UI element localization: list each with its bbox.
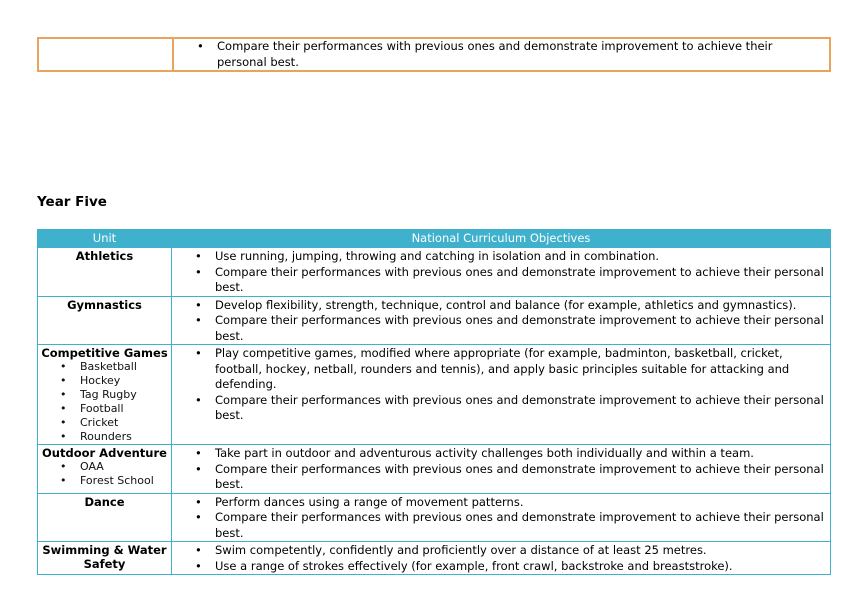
objectives-cell (172, 296, 831, 345)
section-heading: Year Five (37, 194, 107, 210)
objective-list (172, 446, 830, 493)
unit-cell (38, 345, 172, 445)
unit-cell (38, 248, 172, 297)
objective-item: • Use running, jumping, throwing and catching in isolation and in combination. (195, 249, 824, 265)
table-row (38, 493, 831, 542)
table-row (38, 345, 831, 445)
unit-subitem: • Forest School (60, 474, 171, 488)
objectives-cell (172, 542, 831, 575)
year-four-table-continuation (37, 37, 831, 72)
objective-list (172, 543, 830, 574)
objective-list (172, 495, 830, 542)
unit-title: Dance (84, 494, 125, 509)
unit-cell (38, 296, 172, 345)
objective-list (172, 346, 830, 424)
table-row (38, 248, 831, 297)
objective-list (172, 249, 830, 296)
table-row (38, 445, 831, 494)
unit-title: Swimming & Water Safety (42, 543, 167, 571)
objective-item: • Compare their performances with previous ones and demonstrate improvement to achieve their personal best. (195, 510, 824, 541)
table-row (38, 38, 830, 71)
unit-cell (38, 445, 172, 494)
objective-list (174, 39, 829, 70)
unit-subitem: • Hockey (60, 374, 171, 388)
unit-subitem-list (38, 360, 171, 444)
unit-subitem: • OAA (60, 460, 171, 474)
table-row (38, 542, 831, 575)
objectives-column-header: National Curriculum Objectives (172, 230, 831, 248)
unit-cell (38, 38, 173, 71)
objective-item: • Compare their performances with previous ones and demonstrate improvement to achieve their personal best. (195, 393, 824, 424)
unit-subitem: • Rounders (60, 430, 171, 444)
table-header-row (38, 230, 831, 248)
year-five-table (37, 229, 831, 575)
unit-title: Outdoor Adventure (42, 446, 167, 460)
objectives-cell (172, 445, 831, 494)
unit-title: Gymnastics (67, 297, 142, 312)
objective-item: • Perform dances using a range of movement patterns. (195, 495, 824, 511)
objectives-cell (173, 38, 830, 71)
unit-subitem: • Cricket (60, 416, 171, 430)
objective-item: • Compare their performances with previous ones and demonstrate improvement to achieve their personal best. (195, 462, 824, 493)
unit-cell (38, 542, 172, 575)
unit-subitem: • Football (60, 402, 171, 416)
unit-subitem: • Basketball (60, 360, 171, 374)
objective-item: • Use a range of strokes effectively (for example, front crawl, backstroke and breaststroke). (195, 559, 824, 575)
objective-list (172, 298, 830, 345)
objectives-cell (172, 493, 831, 542)
objective-item: • Compare their performances with previous ones and demonstrate improvement to achieve their personal best. (197, 39, 823, 70)
unit-cell (38, 493, 172, 542)
unit-title: Competitive Games (41, 346, 168, 360)
unit-title: Athletics (75, 249, 134, 263)
objective-item: • Swim competently, confidently and proficiently over a distance of at least 25 metres. (195, 543, 824, 559)
unit-subitem: • Tag Rugby (60, 388, 171, 402)
objective-item: • Compare their performances with previous ones and demonstrate improvement to achieve their personal best. (195, 313, 824, 344)
objective-item: • Compare their performances with previous ones and demonstrate improvement to achieve their personal best. (195, 265, 824, 296)
objective-item: • Take part in outdoor and adventurous activity challenges both individually and within a team. (195, 446, 824, 462)
unit-column-header: Unit (38, 230, 172, 248)
objective-item: • Develop flexibility, strength, technique, control and balance (for example, athletics and gymnastics). (195, 298, 824, 314)
objectives-cell (172, 345, 831, 445)
objective-item: • Play competitive games, modified where appropriate (for example, badminton, basketball, cricket, football, hockey, netball, rounders and tennis), and apply basic principles suitable for attacking and defending. (195, 346, 824, 393)
objectives-cell (172, 248, 831, 297)
unit-subitem-list (38, 460, 171, 488)
table-row (38, 296, 831, 345)
